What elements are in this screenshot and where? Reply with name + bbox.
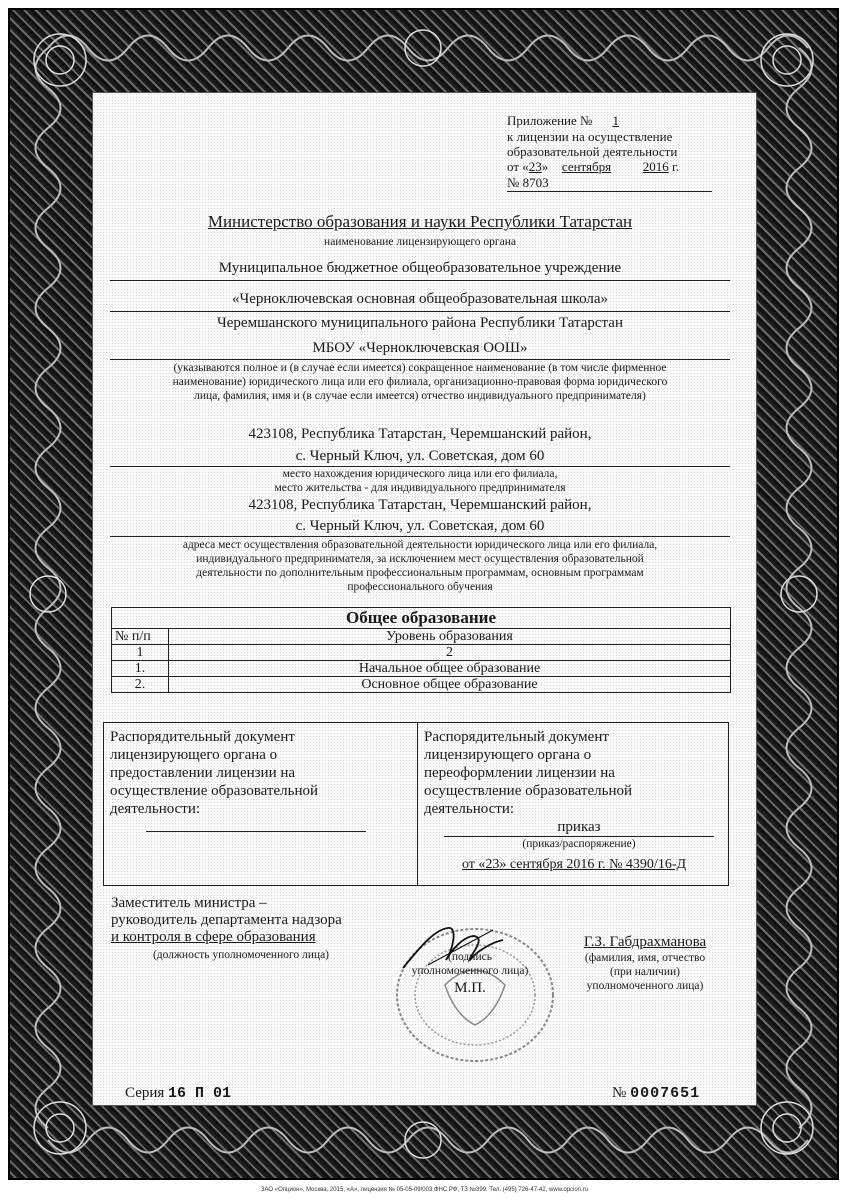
row-num: 1. — [112, 661, 169, 677]
decision-right-line3: переоформлении лицензии на — [424, 765, 615, 781]
decision-left-line5: деятельности: — [110, 801, 201, 817]
decision-right-line5: деятельности: — [424, 801, 515, 817]
org-line1-rule — [110, 280, 730, 281]
date-month: сентября — [561, 159, 612, 174]
signatory-line3: и контроля в сфере образования — [111, 929, 316, 945]
location-caption2: место жительства - для индивидуального предпринимателя — [274, 482, 566, 494]
signatory-name: Г.З. Габдрахманова — [583, 934, 707, 950]
decision-left — [110, 728, 410, 818]
decision-right-line2: лицензирующего органа о — [424, 747, 592, 763]
ministry-caption: наименование лицензирующего органа — [324, 236, 516, 248]
education-title: Общее образование — [112, 608, 731, 629]
name-caption2: (при наличии) — [610, 966, 680, 978]
decision-documents-box — [103, 722, 729, 886]
row-num: 1 — [112, 645, 169, 661]
row-num: 2. — [112, 677, 169, 693]
license-number-row — [507, 175, 712, 192]
blank-number-label: № — [612, 1085, 627, 1101]
decision-left-line2: лицензирующего органа о — [110, 747, 278, 763]
signatory-line1: Заместитель министра – — [111, 895, 267, 911]
signatory-caption: (должность уполномоченного лица) — [152, 949, 330, 961]
decision-left-line1: Распорядительный документ — [110, 729, 295, 745]
sign-caption1: (подпись — [448, 951, 492, 963]
location-line2: с. Черный Ключ, ул. Советская, дом 60 — [295, 448, 545, 464]
org-caption2: наименование) юридического лица или его филиала, организационно-правовая форма юридического — [172, 376, 668, 388]
series-label: Серия — [125, 1085, 165, 1101]
decision-divider — [417, 723, 418, 885]
series-value: 16 П 01 — [168, 1085, 232, 1102]
blank-number-block — [612, 1085, 700, 1102]
signatory-line2: руководитель департамента надзора — [111, 912, 342, 928]
org-caption3: лица, фамилия, имя и (в случае если имеется) отчество индивидуального предпринимателя) — [194, 390, 646, 402]
location-line1: 423108, Республика Татарстан, Черемшанский район, — [248, 426, 592, 442]
org-short-rule — [110, 359, 730, 360]
appendix-label: Приложение № — [507, 113, 593, 128]
decision-right — [424, 728, 724, 818]
activity-address-line2: с. Черный Ключ, ул. Советская, дом 60 — [295, 518, 545, 534]
date-year-suffix: г. — [672, 159, 680, 174]
date-year: 2016 — [642, 159, 669, 174]
org-caption1: (указываются полное и (в случае если имеется) сокращенное наименование (в том числе фирменное — [173, 362, 667, 374]
series-block — [125, 1085, 231, 1102]
activity-caption4: профессионального обучения — [347, 581, 493, 593]
decision-left-line4: осуществление образовательной — [110, 783, 318, 799]
decision-left-blank — [146, 831, 366, 832]
printer-footer: ЗАО «Опцион», Москва, 2015, «А», лицензия № 05-05-09/003 ФНС РФ, ТЗ №399. Тел. (495) 726-47-42, www.opcion.ru — [260, 1187, 589, 1193]
activity-address-line1: 423108, Республика Татарстан, Черемшанский район, — [248, 497, 592, 513]
table-row — [112, 645, 731, 661]
ministry-name: Министерство образования и науки Республики Татарстан — [207, 212, 633, 231]
name-caption3: уполномоченного лица) — [586, 980, 704, 992]
org-line1: Муниципальное бюджетное общеобразовательное учреждение — [218, 260, 622, 276]
appendix-line2: образовательной деятельности — [507, 144, 678, 159]
date-prefix: от « — [507, 159, 529, 174]
activity-caption3: деятельности по дополнительным профессиональным программам, основным программам — [196, 567, 644, 579]
table-header-row — [112, 629, 731, 645]
col-num-header: № п/п — [112, 629, 169, 645]
activity-caption2: индивидуального предпринимателя, за исключением мест осуществления образовательной — [196, 553, 644, 565]
row-level: 2 — [169, 645, 731, 661]
decision-doc-type: приказ — [557, 819, 601, 835]
appendix-line1: к лицензии на осуществление — [507, 129, 673, 144]
appendix-number: 1 — [612, 113, 619, 128]
org-line2-rule — [110, 311, 730, 312]
sign-caption2: уполномоченного лица) — [411, 965, 529, 977]
appendix-header — [507, 113, 747, 192]
activity-caption1: адреса мест осуществления образовательной деятельности юридического лица или его филиала, — [182, 539, 658, 551]
education-levels-table — [111, 607, 731, 693]
decision-doc-ref: от «23» сентября 2016 г. № 4390/16-Д — [461, 857, 687, 872]
row-level: Начальное общее образование — [169, 661, 731, 677]
license-label: № — [507, 175, 520, 190]
location-caption1: место нахождения юридического лица или его филиала, — [282, 468, 558, 480]
signatory-position — [111, 895, 391, 946]
decision-left-line3: предоставлении лицензии на — [110, 765, 296, 781]
appendix-date — [507, 159, 747, 175]
org-line2: «Черноключевская основная общеобразовательная школа» — [231, 291, 609, 307]
license-number: 8703 — [522, 175, 549, 190]
decision-doc-caption: (приказ/распоряжение) — [522, 838, 636, 850]
decision-right-line1: Распорядительный документ — [424, 729, 609, 745]
decision-right-line4: осуществление образовательной — [424, 783, 632, 799]
blank-number: 0007651 — [630, 1085, 701, 1102]
col-level-header: Уровень образования — [169, 629, 731, 645]
table-row — [112, 677, 731, 693]
activity-address-rule — [110, 536, 730, 537]
org-short-name: МБОУ «Черноключевская ООШ» — [312, 340, 528, 356]
table-title-row — [112, 608, 731, 629]
table-row — [112, 661, 731, 677]
date-mid: » — [541, 159, 549, 174]
name-caption1: (фамилия, имя, отчество — [584, 952, 706, 964]
org-line3: Черемшанского муниципального района Республики Татарстан — [217, 315, 623, 331]
mp-label: М.П. — [454, 980, 486, 996]
row-level: Основное общее образование — [169, 677, 731, 693]
date-day: 23 — [528, 159, 542, 174]
